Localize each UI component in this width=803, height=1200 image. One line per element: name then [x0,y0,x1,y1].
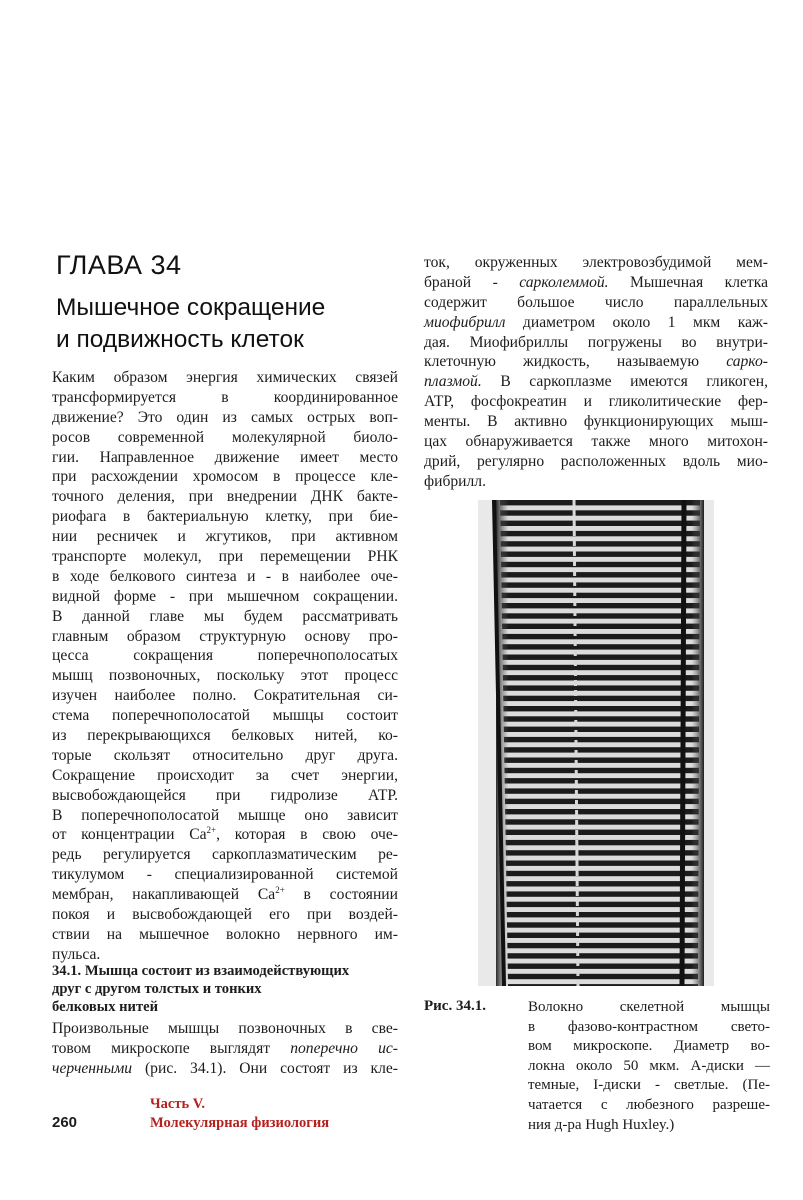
text-line: менты. В активно функционирующих мыш- [424,413,768,431]
page-number: 260 [52,1114,78,1131]
section-heading-line: 34.1. Мышца состоит из взаимодействующих [52,963,350,979]
text-line: дая. Миофибриллы погружены во внутри- [424,333,768,351]
text-line: из перекрывающихся белковых нитей, ко- [52,727,398,745]
text-line: пульса. [52,945,101,963]
text-line [424,372,768,392]
italic-term: сарколеммой. [519,273,609,291]
caption-line: вом микроскопе. Диаметр во- [528,1038,770,1055]
text-line: движение? Это один из самых острых воп- [52,408,398,426]
text-line [52,825,398,845]
text-line: фибрилл. [424,472,486,490]
text-line [52,885,398,905]
text-line: АТР, фосфокреатин и гликолитические фер- [424,393,768,411]
text-line: точного деления, при внедрении ДНК бакте- [52,488,398,506]
text-fragment: Мышечная клетка [608,273,768,291]
italic-term: черченными [52,1059,133,1077]
text-line: ток, окруженных электровозбудимой мем- [424,254,768,271]
text-fragment: (рис. 34.1). Они состоят из кле- [132,1059,398,1077]
chapter-title-line: Мышечное сокращение [56,294,326,321]
text-line: высвобождающейся при гидролизе АТР. [52,786,398,804]
text-line: видной форме - при мышечном сокращении. [52,587,398,605]
caption-line: темные, I-диски - светлые. (Пе- [528,1077,770,1094]
text-line: покоя и высвобождающей его при воздей- [52,906,398,924]
text-line: нии ресничек и жгутиков, при активном [52,528,398,546]
text-fragment: товом микроскопе выглядят [52,1039,291,1057]
text-fragment: , которая в свою оче- [216,826,398,844]
section-paragraph [52,1019,398,1079]
running-footer [150,1095,329,1133]
superscript: 2+ [206,825,217,836]
fiber-edge-shading [496,500,704,986]
text-line: цесса сокращения поперечнополосатых [52,647,398,665]
text-fragment: в состоянии [284,886,398,904]
italic-term: миофибрилл [424,313,506,331]
figure-caption [528,998,770,1135]
text-line: риофага в бактериальную клетку, при бие- [52,508,398,526]
text-line [52,1039,398,1059]
text-line: содержит большое число параллельных [424,293,768,311]
text-line [424,273,768,293]
chapter-title [56,292,406,356]
italic-term: плазмой. [424,373,482,391]
intro-paragraph [52,368,398,965]
chapter-title-line: и подвижность клеток [56,326,304,353]
myofibril-boundary [682,500,684,986]
text-fragment: браной - [424,273,520,291]
text-fragment: диаметром около 1 мкм каж- [505,313,768,331]
right-column-paragraph [424,253,768,492]
section-heading-line: друг с другом толстых и тонких [52,981,262,997]
text-line: торые скользят относительно друг друга. [52,746,398,764]
text-line: транспорте молекул, при перемещении РНК [52,548,398,566]
text-line: изучен наиболее полно. Сократительная си- [52,687,398,705]
text-line: В данной главе мы будем рассматривать [52,607,398,625]
italic-term: сарко- [726,353,768,371]
text-line: редь регулируется саркоплазматическим ре- [52,846,398,864]
text-line: при расхождении хромосом в процессе кле- [52,468,398,486]
figure-label: Рис. 34.1. [424,998,486,1014]
caption-line: чатается с любезного разреше- [528,1096,770,1113]
text-line: ствии на мышечное волокно нервного им- [52,925,398,943]
chapter-label: ГЛАВА 34 [56,250,182,280]
text-line: стема поперечнополосатой мышцы состоит [52,707,398,725]
text-line: гии. Направленное движение имеет место [52,448,398,466]
text-line [424,352,768,372]
text-line: дрий, регулярно расположенных вдоль мио- [424,452,768,470]
section-heading [52,962,402,1016]
text-line: в ходе белкового синтеза и - в наиболее оче- [52,567,398,585]
section-heading-line: белковых нитей [52,999,159,1015]
text-line: тикулумом - специализированной системой [52,866,398,884]
text-line: цах обнаруживается также много митохон- [424,433,768,451]
text-line: Произвольные мышцы позвоночных в све- [52,1020,398,1037]
text-fragment: клеточную жидкость, называемую [424,353,727,371]
superscript: 2+ [275,884,285,895]
italic-term: поперечно ис- [290,1039,398,1057]
text-line: Сокращение происходит за счет энергии, [52,766,398,784]
caption-line: локна около 50 мкм. А-диски — [528,1057,770,1074]
text-fragment: мембран, накапливающей Са [52,886,276,904]
text-line: трансформируется в координированное [52,388,398,406]
text-fragment: В саркоплазме имеются гликоген, [481,373,768,391]
text-fragment: от концентрации Са [52,826,207,844]
part-label: Часть V. [150,1096,205,1112]
text-line [424,313,768,333]
text-line: главным образом структурную основу про- [52,627,398,645]
text-line [52,1059,398,1079]
text-line: росов современной молекулярной биоло- [52,428,398,446]
muscle-fiber-micrograph [478,500,714,986]
text-line: мышц позвоночных, поскольку этот процесс [52,667,398,685]
text-line: Каким образом энергия химических связей [52,369,398,386]
caption-line: Волокно скелетной мышцы [528,999,770,1015]
part-title: Молекулярная физиология [150,1115,330,1131]
caption-line: ния д-ра Hugh Huxley.) [528,1116,675,1133]
caption-line: в фазово-контрастном свето- [528,1018,770,1035]
text-line: В поперечнополосатой мышце оно зависит [52,806,398,824]
